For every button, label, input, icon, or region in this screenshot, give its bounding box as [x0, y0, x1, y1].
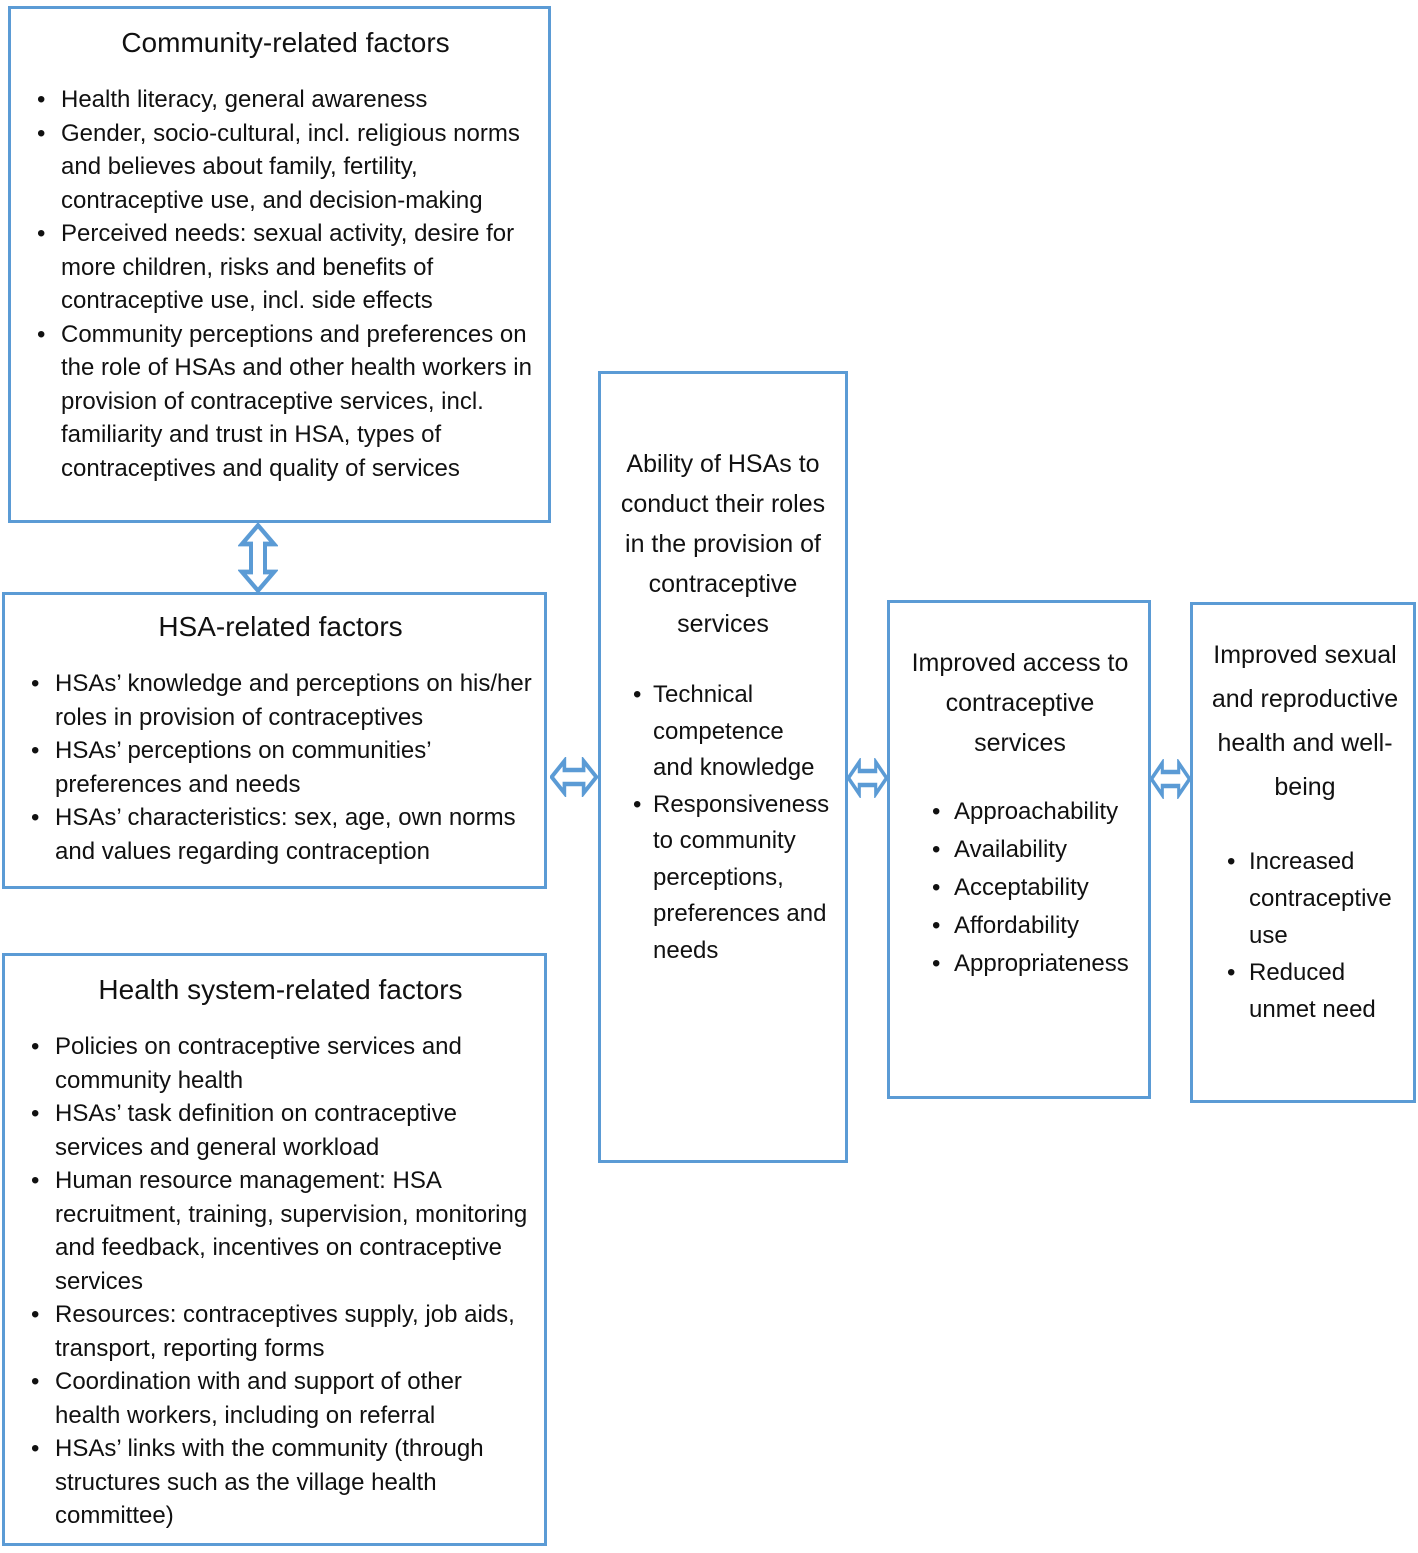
health-system-factors-title: Health system-related factors [98, 974, 463, 1005]
community-factors-title: Community-related factors [121, 27, 450, 58]
list-item: • Availability [930, 831, 1136, 869]
horizontal-double-arrow-icon [847, 758, 888, 798]
improved-access-list [904, 793, 1136, 983]
list-item: • HSAs’ knowledge and perceptions on his/her roles in provision of contraceptives [29, 667, 532, 734]
ability-of-hsas-title: Ability of HSAs to conduct their roles in the provision of contraceptive services [620, 450, 826, 638]
improved-health-outcome-box [1190, 602, 1416, 1103]
list-item: • Approachability [930, 793, 1136, 831]
list-item: • Resources: contraceptives supply, job aids, transport, reporting forms [29, 1298, 532, 1365]
hsa-factors-list [29, 667, 532, 868]
horizontal-double-arrow-icon [1150, 759, 1191, 799]
list-item: • HSAs’ links with the community (through structures such as the village health committee) [29, 1432, 532, 1533]
list-item: • Appropriateness [930, 945, 1136, 983]
ability-of-hsas-box [598, 371, 848, 1163]
hsa-factors-box [2, 592, 547, 889]
list-item: • HSAs’ task definition on contraceptive services and general workload [29, 1097, 532, 1164]
list-item: • Policies on contraceptive services and community health [29, 1030, 532, 1097]
list-item: • HSAs’ perceptions on communities’ preferences and needs [29, 734, 532, 801]
community-factors-list [35, 83, 536, 485]
improved-health-outcome-list [1205, 843, 1405, 1028]
list-item: • Community perceptions and preferences on the role of HSAs and other health workers in provision of contraceptive services, incl. familiarity and trust in HSA, types of contraceptives and quality of services [35, 318, 536, 486]
health-system-factors-list [29, 1030, 532, 1533]
list-item: • Gender, socio-cultural, incl. religious norms and believes about family, fertility, contraceptive use, and decision-making [35, 117, 536, 218]
hsa-factors-title: HSA-related factors [158, 611, 403, 642]
list-item: • HSAs’ characteristics: sex, age, own norms and values regarding contraception [29, 801, 532, 868]
ability-of-hsas-list [617, 677, 829, 969]
list-item: • Increased contraceptive use [1225, 843, 1405, 954]
list-item: • Responsiveness to community perceptions, preferences and needs [631, 787, 829, 970]
horizontal-double-arrow-icon [550, 757, 598, 797]
vertical-double-arrow-icon [238, 523, 278, 593]
improved-access-title: Improved access to contraceptive services [911, 649, 1129, 757]
list-item: • Health literacy, general awareness [35, 83, 536, 117]
improved-health-outcome-title: Improved sexual and reproductive health and well-being [1211, 641, 1399, 801]
list-item: • Human resource management: HSA recruitment, training, supervision, monitoring and feedback, incentives on contraceptive services [29, 1164, 532, 1298]
community-factors-box [8, 6, 551, 523]
list-item: • Acceptability [930, 869, 1136, 907]
list-item: • Technical competence and knowledge [631, 677, 829, 787]
list-item: • Coordination with and support of other health workers, including on referral [29, 1365, 532, 1432]
list-item: • Perceived needs: sexual activity, desire for more children, risks and benefits of contraceptive use, incl. side effects [35, 217, 536, 318]
improved-access-box [887, 600, 1151, 1099]
list-item: • Affordability [930, 907, 1136, 945]
health-system-factors-box [2, 953, 547, 1546]
list-item: • Reduced unmet need [1225, 954, 1405, 1028]
